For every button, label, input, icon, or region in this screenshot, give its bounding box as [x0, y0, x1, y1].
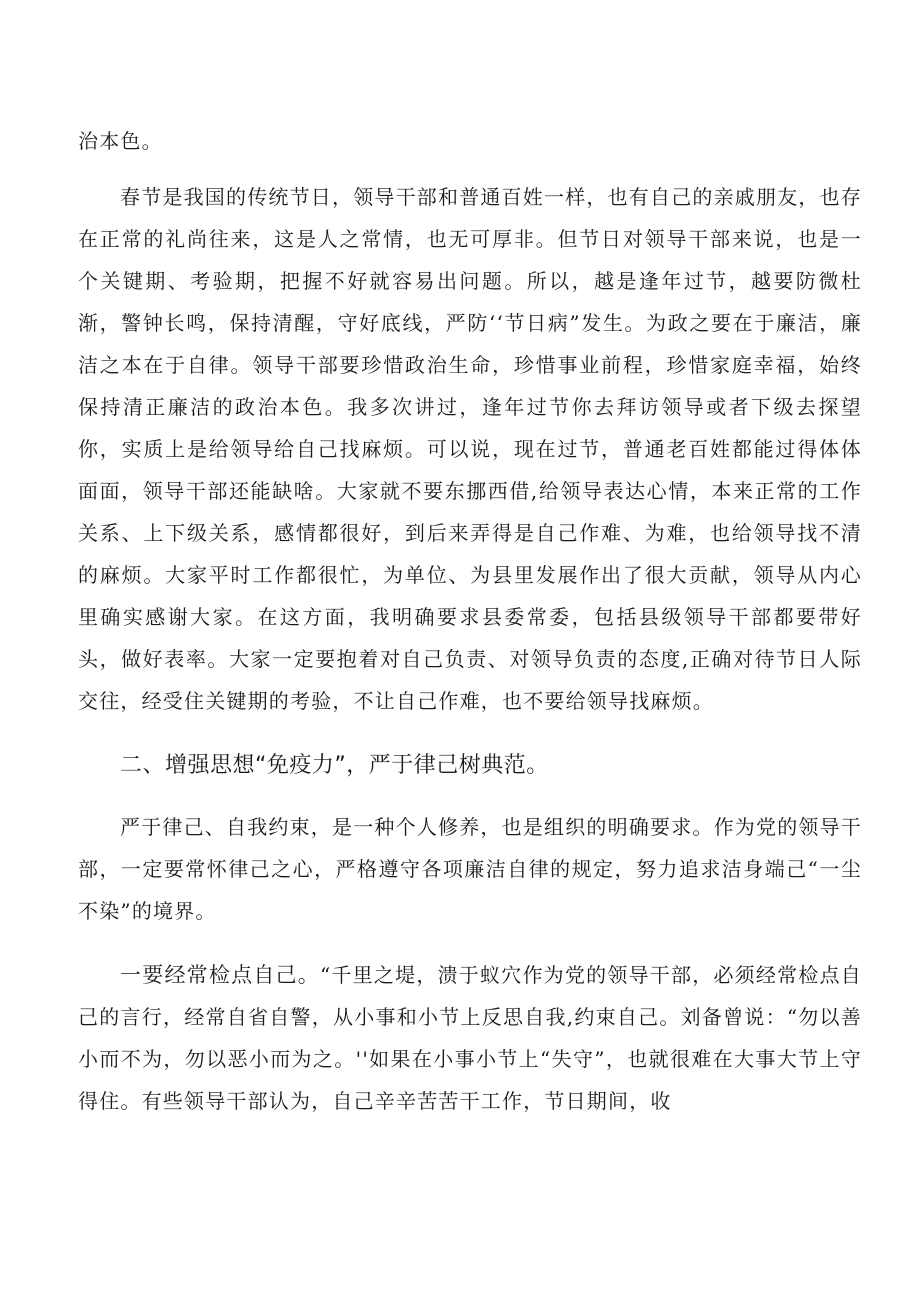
section-heading: 二、增强思想“免疫力”，严于律己树典范。: [120, 753, 549, 778]
festival-paragraph: 春节是我国的传统节日，领导干部和普通百姓一样，也有自己的亲戚朋友，也存在正常的礼尚往来，这是人之常情，也无可厚非。但节日对领导干部来说，也是一个关键期、考验期，把握不好就容易出问题。所以，越是逢年过节，越要防微杜渐，警钟长鸣，保持清醒，守好底线，严防‘‘节日病”发生。为政之要在于廉洁，廉洁之本在于自律。领导干部要珍惜政治生命，珍惜事业前程，珍惜家庭幸福，始终保持清正廉洁的政治本色。我多次讲过，逢年过节你去拜访领导或者下级去探望你，实质上是给领导给自己找麻烦。可以说，现在过节，普通老百姓都能过得体体面面，领导干部还能缺啥。大家就不要东挪西借,给领导表达心情，本来正常的工作关系、上下级关系，感情都很好，到后来弄得是自己作难、为难，也给领导找不清的麻烦。大家平时工作都很忙，为单位、为县里发展作出了很大贡献，领导从内心里确实感谢大家。在这方面，我明确要求县委常委，包括县级领导干部都要带好头，做好表率。大家一定要抱着对自己负责、对领导负责的态度,正确对待节日人际交往，经受住关键期的考验，不让自己作难，也不要给领导找麻烦。: [78, 185, 862, 713]
strict-paragraph: 严于律己、自我约束，是一种个人修养，也是组织的明确要求。作为党的领导干部，一定要常怀律己之心，严格遵守各项廉洁自律的规定，努力追求洁身端己“一尘不染”的境界。: [78, 815, 862, 923]
check-body-text: “千里之堤，溃于蚁穴作为党的领导干部，必须经常检点自己的言行，经常自省自警，从小事和小节上反思自我,约束自己。刘备曾说：“勿以善小而不为，勿以恶小而为之。''如果在小事小节上“失守”，也就很难在大事大节上守得住。有些领导干部认为，自己辛辛苦苦干工作，节日期间，收: [78, 963, 862, 1113]
check-paragraph: [78, 954, 862, 1122]
check-lead-text: 一要经常检点自己。: [120, 963, 320, 987]
continuation-paragraph: 治本色。: [78, 129, 163, 153]
document-page: [78, 120, 862, 1122]
